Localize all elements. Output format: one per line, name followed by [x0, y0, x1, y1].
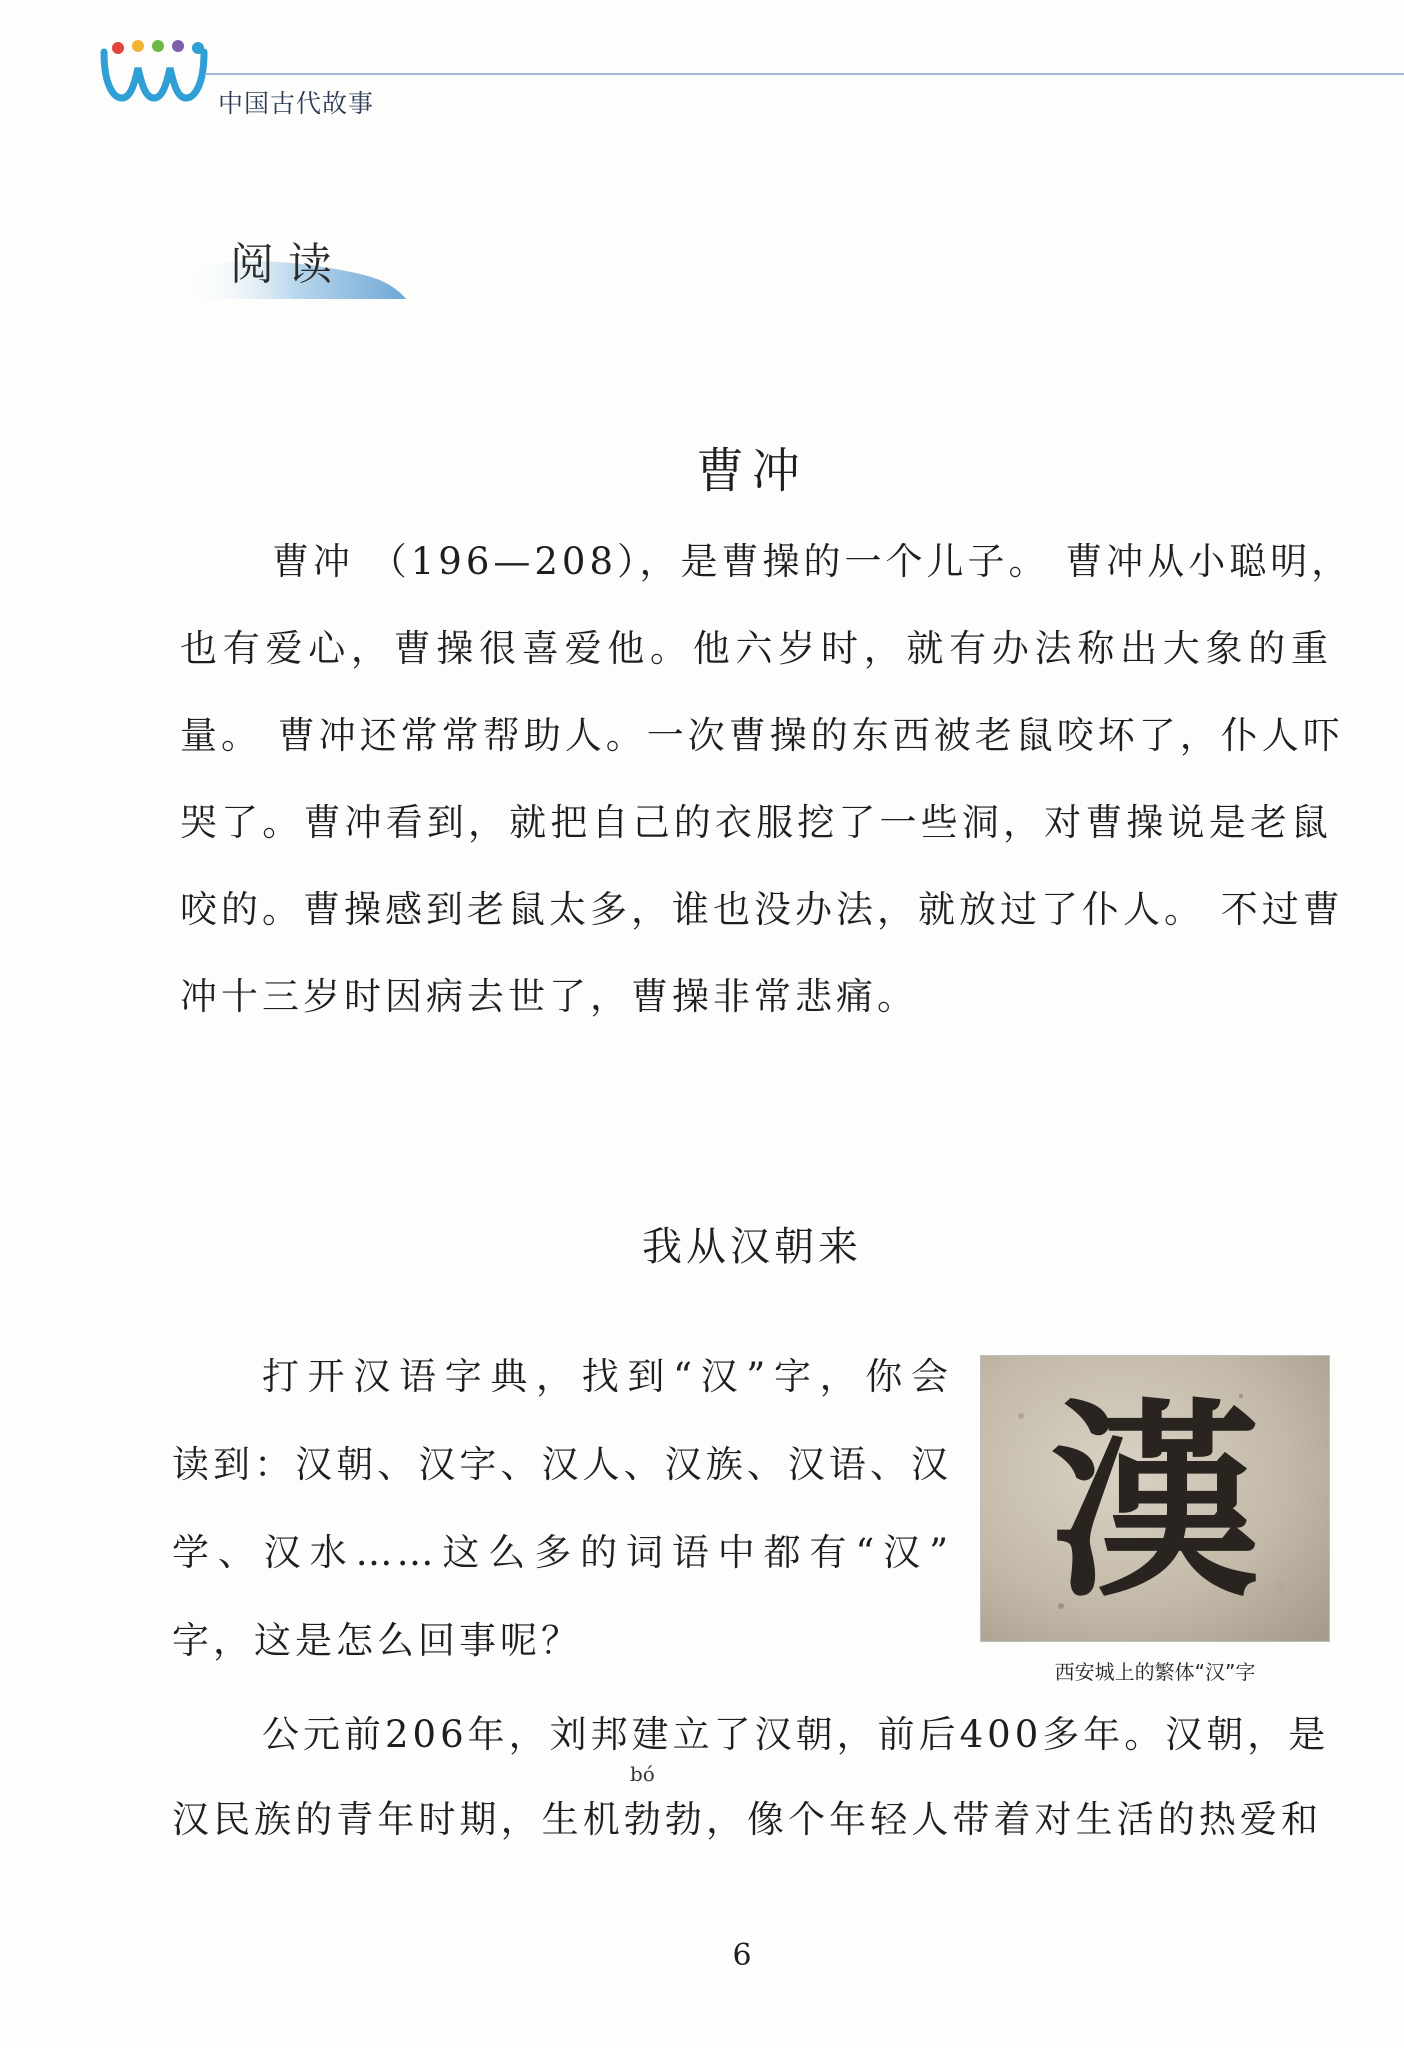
- paragraph-line: 汉民族的青年时期，生机勃勃，像个年轻人带着对生活的热爱和: [172, 1798, 1322, 1841]
- paragraph-line: 字，这是怎么回事呢？: [172, 1619, 582, 1662]
- paragraph-line: 咬的。曹操感到老鼠太多，谁也没办法，就放过了仆人。 不过曹: [180, 888, 1344, 931]
- paragraph-line: 量。 曹冲还常常帮助人。一次曹操的东西被老鼠咬坏了，仆人吓: [180, 714, 1344, 757]
- paragraph-line: 公元前206年，刘邦建立了汉朝，前后400多年。汉朝，是: [262, 1713, 1330, 1756]
- paragraph-line: 打开汉语字典，找到“汉”字，你会: [262, 1355, 952, 1398]
- paragraph-line: 读到：汉朝、汉字、汉人、汉族、汉语、汉: [172, 1443, 952, 1486]
- han-character-photo: [980, 1355, 1330, 1642]
- paragraph-line: 哭了。曹冲看到，就把自己的衣服挖了一些洞，对曹操说是老鼠: [180, 801, 1332, 844]
- paragraph-line: 曹冲 （196—208），是曹操的一个儿子。 曹冲从小聪明，: [272, 540, 1353, 583]
- paragraph-line: 冲十三岁时因病去世了，曹操非常悲痛。: [180, 975, 918, 1018]
- header-divider: [205, 73, 1404, 75]
- page-number: 6: [732, 1938, 752, 1973]
- series-logo-icon: [100, 34, 212, 104]
- series-title: 中国古代故事: [218, 89, 375, 118]
- han-character: 漢: [1049, 1381, 1261, 1626]
- paragraph-line: 也有爱心，曹操很喜爱他。他六岁时，就有办法称出大象的重: [180, 627, 1332, 670]
- section-tag: 阅读: [230, 239, 346, 290]
- article-title: 我从汉朝来: [642, 1224, 862, 1270]
- pinyin-annotation: bó: [630, 1762, 655, 1786]
- paragraph-line: 学、汉水……这么多的词语中都有“汉”: [172, 1531, 952, 1574]
- article-title: 曹冲: [695, 443, 808, 499]
- photo-caption: 西安城上的繁体“汉”字: [1054, 1660, 1256, 1684]
